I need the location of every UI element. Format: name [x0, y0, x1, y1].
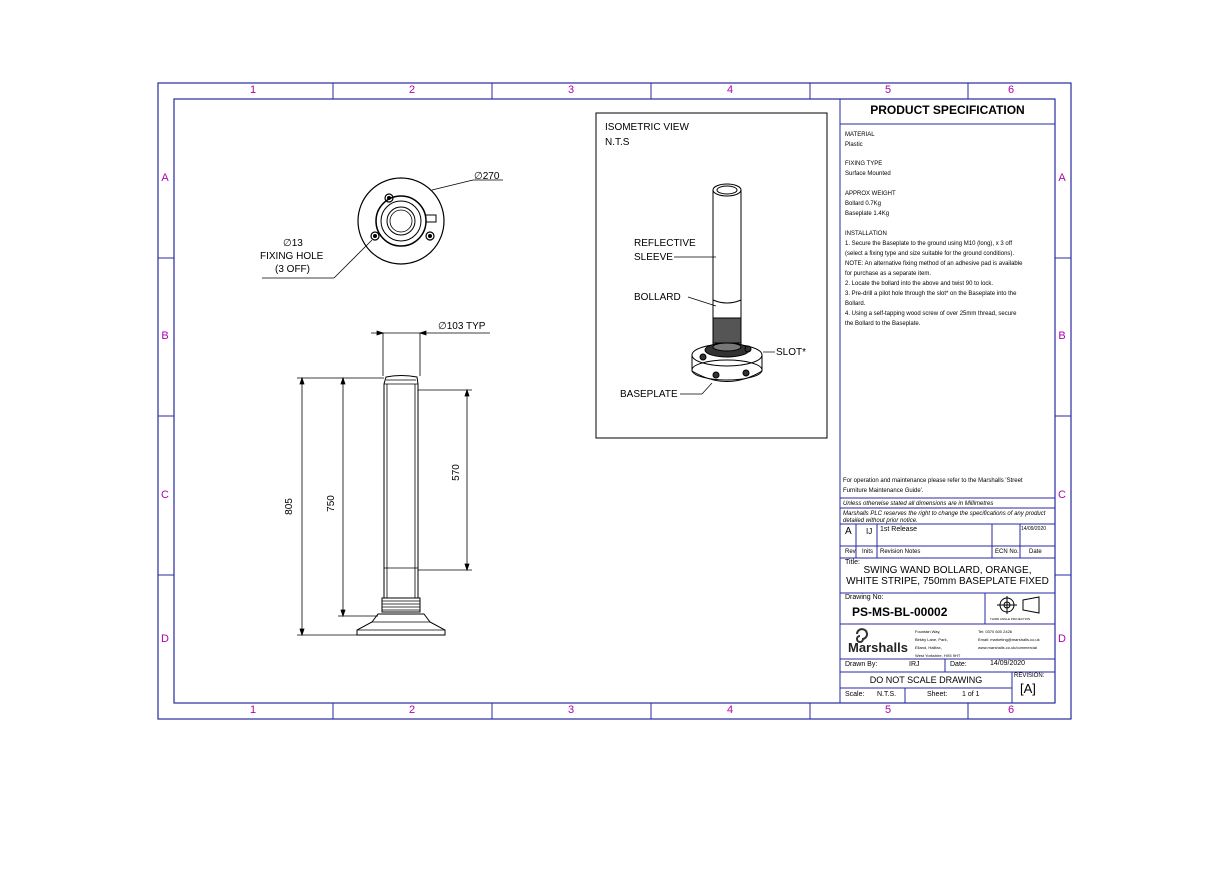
title-label: Title: [845, 559, 860, 566]
sheet-label: Sheet: [927, 691, 948, 698]
revision-header-date: Date [1029, 549, 1042, 555]
reflective-sleeve-label: REFLECTIVE [634, 238, 696, 249]
installation-line: (select a fixing type and size suitable for the ground conditions). [845, 251, 1015, 257]
zone-col-label: 4 [726, 84, 734, 96]
revision-row-date: 14/09/2020 [1021, 526, 1047, 532]
scale-label: Scale: [845, 691, 865, 698]
do-not-scale: DO NOT SCALE DRAWING [869, 675, 983, 685]
drawing-title-line1: SWING WAND BOLLARD, ORANGE, [863, 565, 1032, 576]
revision-label: REVISION: [1014, 673, 1045, 679]
installation-label: INSTALLATION [845, 231, 887, 237]
projection-symbol [997, 596, 1039, 614]
zone-row-label: D [1058, 633, 1066, 645]
zone-col-label: 2 [408, 704, 416, 716]
installation-line: for purchase as a separate item. [845, 271, 932, 277]
installation-line: the Bollard to the Baseplate. [845, 321, 921, 327]
dim-diameter-13: ∅13 [283, 238, 303, 249]
address-line: Fountain Way, [915, 629, 941, 634]
installation-line: 2. Locate the bollard into the above and twist 90 to lock. [845, 281, 994, 287]
material-value: Plastic [845, 142, 863, 148]
date-label: Date: [950, 661, 967, 668]
fixing-hole-label: FIXING HOLE [260, 251, 324, 262]
revision-row-initials: IJ [866, 527, 873, 536]
drawn-by-label: Drawn By: [845, 661, 878, 668]
contact-line: www.marshalls.co.uk/commercial [978, 645, 1037, 650]
zone-row-label: D [161, 633, 169, 645]
isometric-scale: N.T.S [605, 137, 630, 148]
drawn-by-value: IRJ [909, 661, 920, 668]
address-line: Birkby Lane, Park, [915, 637, 948, 642]
maintenance-note-2: Furniture Maintenance Guide'. [843, 488, 924, 494]
zone-row-label: A [161, 172, 169, 184]
weight-label: APPROX WEIGHT [845, 191, 896, 197]
company-logo: Marshalls [848, 640, 908, 655]
installation-line: 4. Using a self-tapping wood screw of over 25mm thread, secure [845, 311, 1017, 317]
dim-750: 750 [325, 495, 337, 512]
drawing-title-line2: WHITE STRIPE, 750mm BASEPLATE FIXED [846, 576, 1049, 587]
zone-col-label: 4 [726, 704, 734, 716]
contact-line: Email: marketing@marshalls.co.uk [978, 637, 1040, 642]
material-label: MATERIAL [845, 132, 875, 138]
dim-diameter-103: ∅103 TYP [438, 321, 486, 332]
dim-805: 805 [283, 498, 295, 515]
company-address [915, 628, 960, 660]
drawing-no-label: Drawing No: [845, 594, 884, 601]
revision-header-notes: Revision Notes [880, 549, 921, 555]
zone-col-label: 5 [884, 704, 892, 716]
weight-baseplate: Baseplate 1.4Kg [845, 211, 890, 217]
fixing-type-label: FIXING TYPE [845, 161, 883, 167]
zone-col-label: 1 [249, 84, 257, 96]
fixing-hole-qty: (3 OFF) [275, 264, 310, 275]
zone-col-label: 5 [884, 84, 892, 96]
dimensions-note: Unless otherwise stated all dimensions are in Millimetres [843, 501, 994, 507]
rights-note-2: detailed without prior notice. [843, 518, 918, 524]
fixing-type-value: Surface Mounted [845, 171, 891, 177]
revision-row-note: 1st Release [880, 526, 917, 533]
weight-bollard: Bollard 0.7Kg [845, 201, 882, 207]
dim-570: 570 [450, 464, 462, 481]
zone-row-label: B [1058, 330, 1066, 342]
isometric-view [674, 184, 775, 394]
revision-header-ecn: ECN No. [995, 549, 1019, 555]
installation-line: 1. Secure the Baseplate to the ground using M10 (long), x 3 off [845, 241, 1012, 247]
elevation-view [297, 331, 490, 635]
zone-row-label: C [161, 489, 169, 501]
date-value: 14/09/2020 [990, 660, 1026, 667]
address-line: Elland, Halifax, [915, 645, 942, 650]
zone-row-label: C [1058, 489, 1066, 501]
revision-value: [A] [1020, 681, 1036, 696]
baseplate-label: BASEPLATE [620, 389, 678, 400]
spec-heading: PRODUCT SPECIFICATION [870, 103, 1025, 117]
zone-col-label: 6 [1007, 84, 1015, 96]
company-contact [978, 628, 1040, 652]
rights-note: Marshalls PLC reserves the right to change the specifications of any product [843, 511, 1046, 517]
dim-diameter-270: ∅270 [474, 171, 500, 182]
revision-header-rev: Rev [845, 549, 856, 555]
installation-line: Bollard. [845, 301, 866, 307]
installation-line: 3. Pre-drill a pilot hole through the slot* on the Baseplate into the [845, 291, 1017, 297]
revision-row-rev: A [845, 526, 852, 537]
zone-col-label: 6 [1007, 704, 1015, 716]
zone-row-label: A [1058, 172, 1066, 184]
bollard-label: BOLLARD [634, 292, 681, 303]
zone-col-label: 1 [249, 704, 257, 716]
reflective-sleeve-label-2: SLEEVE [634, 252, 673, 263]
drawing-number: PS-MS-BL-00002 [852, 605, 948, 619]
contact-line: Tel: 0370 600 2426 [978, 629, 1013, 634]
zone-col-label: 3 [567, 704, 575, 716]
slot-label: SLOT* [776, 347, 807, 358]
isometric-title: ISOMETRIC VIEW [605, 122, 689, 133]
scale-value: N.T.S. [877, 691, 897, 698]
sheet-value: 1 of 1 [962, 691, 980, 698]
zone-row-label: B [161, 330, 169, 342]
zone-col-label: 2 [408, 84, 416, 96]
revision-header-inits: Inits [862, 549, 874, 555]
maintenance-note: For operation and maintenance please refer to the Marshalls 'Street [843, 478, 1023, 484]
projection-label: THIRD ANGLE PROJECTION [990, 617, 1031, 621]
address-line: West Yorkshire, HX5 9HT [915, 653, 961, 658]
installation-line: NOTE: An alternative fixing method of an adhesive pad is available [845, 261, 1023, 267]
zone-col-label: 3 [567, 84, 575, 96]
